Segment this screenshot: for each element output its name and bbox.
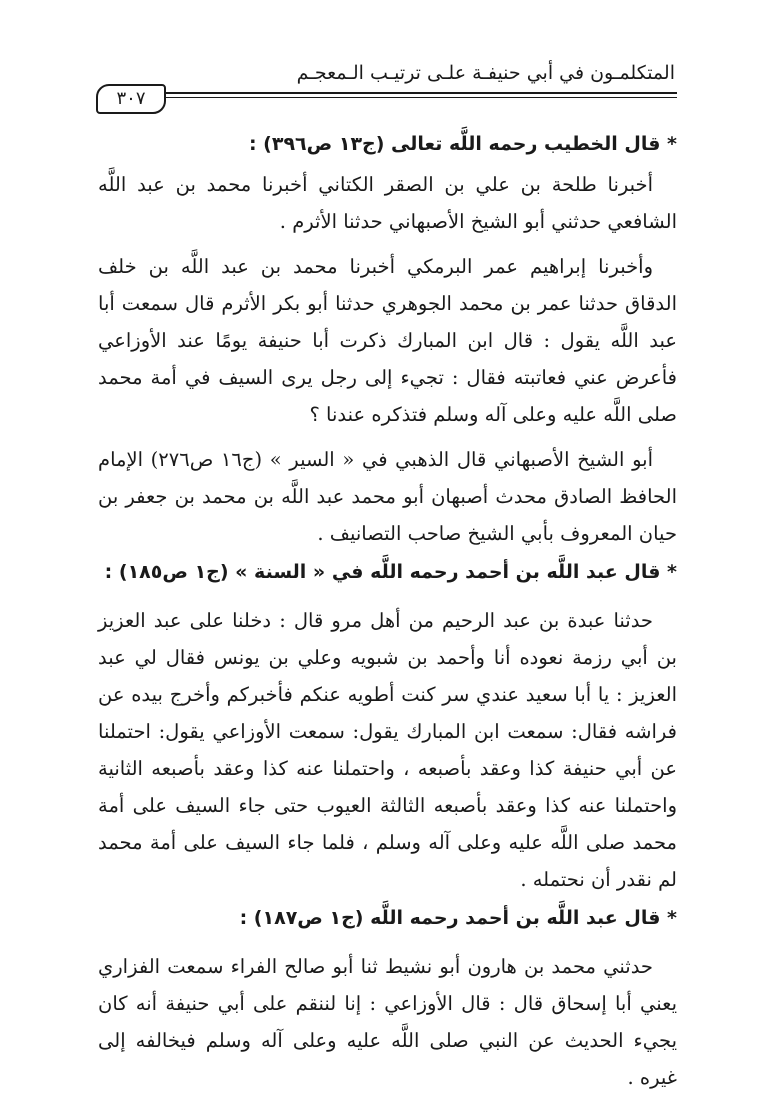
paragraph-biography: أبو الشيخ الأصبهاني قال الذهبي في « السير » (ج١٦ ص٢٧٦) الإمام الحافظ الصادق محدث أصبهان أبو محمد عبد اللَّه بن محمد بن جعفر بن حيان المعروف بأبي الشيخ صاحب التصانيف . (98, 448, 677, 545)
paragraph-narration-185: حدثنا عبدة بن عبد الرحيم من أهل مرو قال : دخلنا على عبد العزيز بن أبي رزمة نعوده أنا وأحمد بن شبويه وعلي بن يونس فقال لي عبد العزيز : يا أبا سعيد عندي سر كنت أطويه عنكم فأخبركم وأخرج بيده عن فراشه فقال: سمعت ابن المبارك يقول: سمعت الأوزاعي يقول: احتملنا عن أبي حنيفة كذا وعقد بأصبعه ، واحتملنا عنه كذا وعقد بأصبعه الثانية واحتملنا عنه كذا وعقد بأصبعه الثالثة العيوب حتى جاء السيف على أمة محمد صلى اللَّه عليه وعلى آله وسلم ، فلما جاء السيف على أمة محمد لم نقدر أن نحتمله . (98, 609, 677, 891)
header-rule-thin (152, 97, 677, 98)
section-heading-sunnah-187: * قال عبد اللَّه بن أحمد رحمه اللَّه (ج١ ص١٨٧) : (239, 907, 677, 929)
header-rule (152, 92, 677, 94)
section-heading-sunnah-185: * قال عبد اللَّه بن أحمد رحمه اللَّه في « السنة » (ج١ ص١٨٥) : (104, 561, 677, 583)
page-number: ٣٠٧ (96, 84, 166, 114)
section-heading-khatib: * قال الخطيب رحمه اللَّه تعالى (ج١٣ ص٣٩٦) : (248, 133, 677, 155)
paragraph-isnad-1: أخبرنا طلحة بن علي بن الصقر الكتاني أخبرنا محمد بن عبد اللَّه الشافعي حدثني أبو الشيخ الأصبهاني حدثنا الأثرم . (98, 173, 677, 233)
paragraph-narration-187: حدثني محمد بن هارون أبو نشيط ثنا أبو صالح الفراء سمعت الفزاري يعني أبا إسحاق قال : قال الأوزاعي : إنا لننقم على أبي حنيفة أنه كان يجيء الحديث عن النبي صلى اللَّه عليه وعلى آله وسلم فيخالفه إلى غيره . (98, 955, 677, 1089)
running-head-title: المتكلمـون في أبي حنيفـة علـى ترتيـب الـمعجـم (296, 62, 675, 84)
page-body (98, 124, 677, 1096)
paragraph-isnad-2: وأخبرنا إبراهيم عمر البرمكي أخبرنا محمد بن عبد اللَّه بن خلف الدقاق حدثنا عمر بن محمد الجوهري حدثنا أبو بكر الأثرم قال سمعت أبا عبد اللَّه يقول : قال ابن المبارك ذكرت أبا حنيفة يومًا عند الأوزاعي فأعرض عني فعاتبته فقال : تجيء إلى رجل يرى السيف في أمة محمد صلى اللَّه عليه وعلى آله وسلم فتذكره عندنا ؟ (98, 255, 677, 426)
